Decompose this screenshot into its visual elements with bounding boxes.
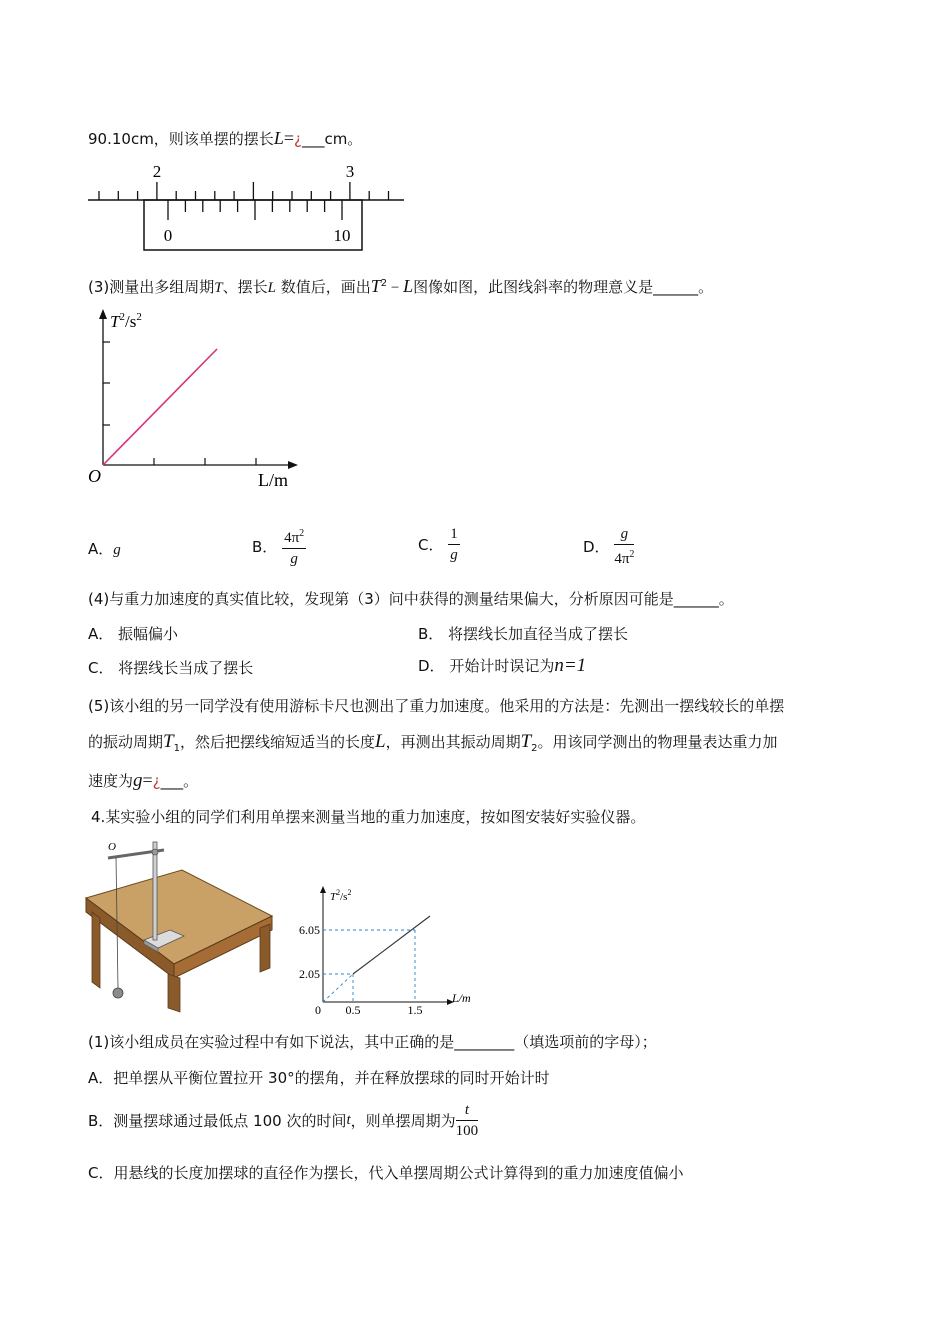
graph1-data-line [103,349,217,465]
graph2-ytick-205: 2.05 [299,967,320,981]
t2-sub: 2 [531,743,538,754]
q4-option-b-pre: B．测量摆球通过最低点 100 次的时间 [88,1112,347,1130]
part3-suffix: 图像如图，此图线斜率的物理意义是______。 [413,278,714,296]
part5-line3-a: 速度为 [88,772,134,790]
q4-option-b-t: t [346,1112,351,1128]
option-d[interactable] [583,524,634,569]
q4-option-b-mid: ，则单摆周期为 [350,1112,456,1130]
part4-option-d-expr: n=1 [554,655,587,676]
option-a[interactable] [88,538,121,559]
option-b-label: B． [252,538,278,556]
graph2-ytick-605: 6.05 [299,923,320,937]
q4-option-b-den: 100 [455,1123,479,1139]
q4-part1-option-c[interactable]: C．用悬线的长度加摆球的直径作为摆长，代入单摆周期公式计算得到的重力加速度值偏小 [88,1164,684,1182]
part5-answer-blank: ___。 [160,772,199,790]
option-c-label: C． [418,536,444,554]
graph2-xtick-05: 0.5 [345,1003,361,1017]
part5-line1: (5)该小组的另一同学没有使用游标卡尺也测出了重力加速度。他采用的方法是：先测出一摆线较长的单摆 [88,697,785,715]
part5-line2-a: 的振动周期 [88,733,164,751]
option-b[interactable] [252,524,306,569]
part3-question [88,276,713,297]
part3-prefix: (3)测量出多组周期 [88,278,215,296]
t1-var: T [163,731,174,752]
length-var-2: L [267,280,276,296]
unknown-mark: ¿ [293,130,302,148]
part5-line2-b: ，然后把摆线缩短适当的长度 [179,733,375,751]
pendulum-apparatus-illustration [84,836,274,1016]
t-squared-sup: 2 [380,278,388,289]
graph2-xtick-15: 1.5 [407,1003,423,1017]
part5-line2-d: 。用该同学测出的物理量表达重力加 [537,733,778,751]
option-d-num: g [614,524,634,545]
unit-text: cm。 [324,130,363,148]
answer-blank: ___ [301,130,325,148]
vernier-label-10: 10 [333,226,351,245]
option-d-fraction [614,524,634,569]
option-c-den: g [450,547,458,563]
part4-question: (4)与重力加速度的真实值比较，发现第（3）问中获得的测量结果偏大，分析原因可能是______。 [88,590,734,608]
option-b-fraction [282,524,306,569]
main-scale-label-3: 3 [345,162,355,181]
graph2-xlabel: L/m [452,991,471,1005]
equals-sign: = [283,128,294,148]
part4-option-c[interactable]: C． 将摆线长当成了摆长 [88,659,254,677]
part5-equals: = [142,770,153,790]
period-var: T [214,280,223,296]
part5-line3 [88,770,198,792]
length-var: L [273,128,284,148]
graph1-xlabel: L/m [258,470,288,490]
t1-sub: 1 [173,743,180,754]
q4-part1-option-a[interactable]: A．把单摆从平衡位置拉开 30°的摆角，并在释放摆球的同时开始计时 [88,1069,550,1087]
pivot-label: O [108,841,116,853]
q4-part1-question: (1)该小组成员在实验过程中有如下说法，其中正确的是________（填选项前的字母）； [88,1033,657,1051]
main-scale-label-2: 2 [152,162,162,181]
graph1-origin: O [88,466,101,486]
option-c-num: 1 [448,524,460,545]
q3-head-line [88,128,362,149]
q4-option-b-fraction [456,1100,479,1141]
t-squared-var: T [370,276,381,296]
l-var: L [403,276,414,296]
part5-line2 [88,731,778,754]
graph2-origin: 0 [315,1003,321,1017]
vernier-caliper-figure [86,160,406,255]
option-d-den-sup: 2 [629,549,635,560]
t2-l-graph [84,305,304,495]
option-c[interactable] [418,524,460,565]
part4-option-d-text: D． 开始计时误记为 [418,657,555,675]
part4-option-a[interactable]: A． 振幅偏小 [88,625,179,643]
part5-line2-c: ，再测出其振动周期 [385,733,521,751]
t2-l-data-graph [290,882,480,1017]
part4-option-d[interactable] [418,655,586,677]
graph2-data-line [353,916,430,974]
part5-l-var: L [374,731,386,752]
option-a-expr: g [113,542,121,558]
part5-unknown-mark: ¿ [152,772,161,790]
option-a-label: A． [88,540,114,558]
vernier-label-0: 0 [163,226,173,245]
q3-head-prefix: 90.10cm，则该单摆的摆长 [88,130,274,148]
graph1-ylabel: $T^2/s^2$ [110,311,142,331]
part4-option-b[interactable]: B． 将摆线长加直径当成了摆长 [418,625,629,643]
part3-mid: 数值后，画出 [275,278,371,296]
g-var: g [133,770,143,791]
q4-option-b-num: t [456,1100,479,1121]
option-b-num-sup: 2 [299,528,305,539]
part3-sep: 、摆长 [222,278,268,296]
q4-part1-option-b[interactable] [88,1100,478,1141]
graph2-ylabel: $T^2/s^2$ [330,888,352,903]
option-b-den: g [290,551,298,567]
option-b-num: 4π [284,530,300,546]
option-d-den: 4π [614,551,630,567]
minus-sign: − [387,280,404,296]
option-c-fraction [448,524,460,565]
t2-var: T [520,731,532,752]
option-d-label: D． [583,538,610,556]
q4-statement: 4.某实验小组的同学们利用单摆来测量当地的重力加速度，按如图安装好实验仪器。 [91,808,646,826]
